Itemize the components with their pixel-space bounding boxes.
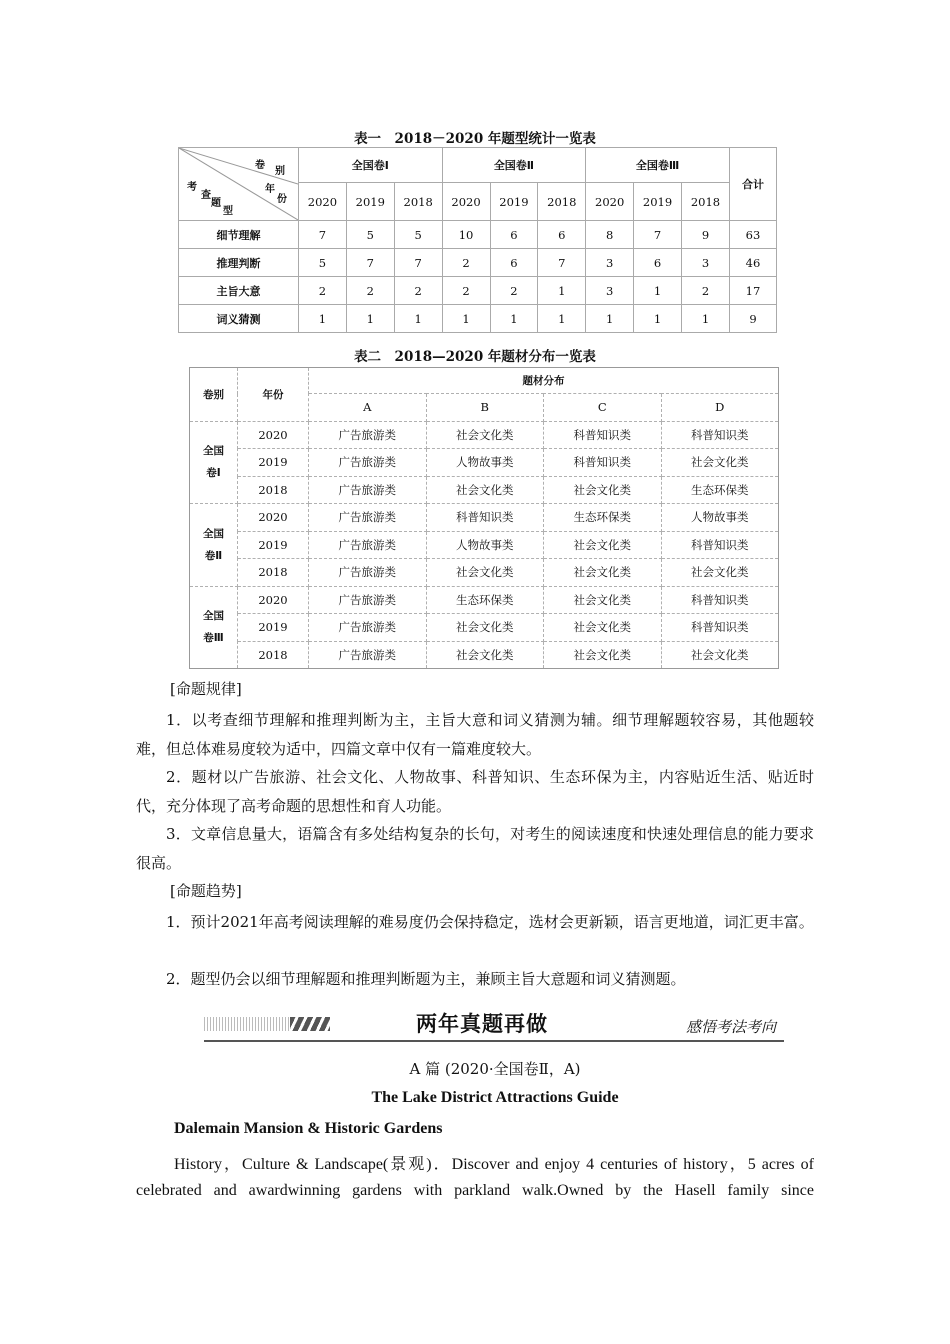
cell: 2 bbox=[394, 277, 442, 305]
cell: 科普知识类 bbox=[661, 421, 779, 449]
cell: 2 bbox=[490, 277, 538, 305]
cell: 1 bbox=[586, 305, 634, 333]
table-row bbox=[190, 476, 779, 504]
cell: 生态环保类 bbox=[661, 476, 779, 504]
trends-heading: [命题趋势] bbox=[170, 882, 242, 900]
cell: 人物故事类 bbox=[426, 449, 544, 477]
group-label bbox=[190, 421, 238, 504]
cell: 社会文化类 bbox=[544, 641, 662, 669]
total-cell: 63 bbox=[730, 221, 777, 249]
cell: 广告旅游类 bbox=[309, 476, 427, 504]
corner-header bbox=[179, 148, 299, 221]
cell: 广告旅游类 bbox=[309, 449, 427, 477]
cell: 社会文化类 bbox=[426, 641, 544, 669]
cell: 1 bbox=[634, 277, 682, 305]
corner-nian: 年 bbox=[265, 184, 275, 195]
group-label bbox=[190, 504, 238, 587]
group-2-header: 全国卷Ⅱ bbox=[442, 148, 586, 183]
year-header: 2018 bbox=[682, 183, 730, 221]
cell: 3 bbox=[586, 277, 634, 305]
cell: 广告旅游类 bbox=[309, 531, 427, 559]
corner-ti: 题 bbox=[211, 198, 221, 209]
year-cell: 2018 bbox=[238, 476, 309, 504]
cell: 6 bbox=[490, 249, 538, 277]
corner-juan: 卷 bbox=[255, 160, 265, 171]
year-header: 年份 bbox=[238, 368, 309, 422]
cell: 社会文化类 bbox=[544, 559, 662, 587]
year-cell: 2019 bbox=[238, 531, 309, 559]
cell: 5 bbox=[394, 221, 442, 249]
total-cell: 9 bbox=[730, 305, 777, 333]
row-label: 细节理解 bbox=[179, 221, 299, 249]
cell: 1 bbox=[490, 305, 538, 333]
cell: 科普知识类 bbox=[661, 531, 779, 559]
col-header: C bbox=[544, 394, 662, 422]
cell: 2 bbox=[299, 277, 347, 305]
cell: 7 bbox=[634, 221, 682, 249]
rule-item-1: 1．以考查细节理解和推理判断为主，主旨大意和词义猜测为辅。细节理解题较容易，其他题较难，但总体难易度较为适中，四篇文章中仅有一篇难度较大。 bbox=[136, 711, 814, 758]
cell: 7 bbox=[299, 221, 347, 249]
topic-distribution-table bbox=[189, 367, 779, 669]
row-label: 推理判断 bbox=[179, 249, 299, 277]
year-cell: 2020 bbox=[238, 421, 309, 449]
cell: 社会文化类 bbox=[661, 641, 779, 669]
cell: 3 bbox=[586, 249, 634, 277]
table-row bbox=[190, 559, 779, 587]
group-label-line1: 全国 bbox=[203, 527, 224, 540]
cell: 1 bbox=[299, 305, 347, 333]
juan-header: 卷别 bbox=[190, 368, 238, 422]
col-header: D bbox=[661, 394, 779, 422]
year-cell: 2019 bbox=[238, 449, 309, 477]
passage-title: The Lake District Attractions Guide bbox=[371, 1089, 619, 1106]
cell: 社会文化类 bbox=[426, 476, 544, 504]
passage-line-1: History，Culture & Landscape(景观)．Discover and enjoy 4 centuries of history，5 acres of bbox=[174, 1156, 814, 1173]
cell: 3 bbox=[682, 249, 730, 277]
banner-subtitle: 感悟考法考向 bbox=[685, 1018, 776, 1036]
year-header: 2019 bbox=[346, 183, 394, 221]
cell: 6 bbox=[490, 221, 538, 249]
rules-heading: [命题规律] bbox=[170, 680, 242, 698]
table1-caption: 表一 2018－2020 年题型统计一览表 bbox=[354, 131, 596, 147]
total-header: 合计 bbox=[730, 148, 777, 221]
cell: 1 bbox=[538, 277, 586, 305]
year-header: 2018 bbox=[394, 183, 442, 221]
group-label-line2: 卷Ⅱ bbox=[204, 549, 223, 562]
cell: 广告旅游类 bbox=[309, 504, 427, 532]
cell: 人物故事类 bbox=[426, 531, 544, 559]
cell: 广告旅游类 bbox=[309, 586, 427, 614]
cell: 5 bbox=[346, 221, 394, 249]
group-3-header: 全国卷Ⅲ bbox=[586, 148, 730, 183]
corner-bie: 别 bbox=[275, 166, 285, 177]
cell: 1 bbox=[346, 305, 394, 333]
col-header: A bbox=[309, 394, 427, 422]
group-label-line1: 全国 bbox=[203, 445, 224, 458]
year-header: 2020 bbox=[586, 183, 634, 221]
cell: 7 bbox=[346, 249, 394, 277]
cell: 社会文化类 bbox=[544, 476, 662, 504]
dist-header: 题材分布 bbox=[309, 368, 779, 394]
cell: 社会文化类 bbox=[544, 586, 662, 614]
table-row bbox=[190, 421, 779, 449]
table-row bbox=[190, 504, 779, 532]
year-header: 2019 bbox=[634, 183, 682, 221]
group-1-header: 全国卷Ⅰ bbox=[299, 148, 443, 183]
group-label bbox=[190, 586, 238, 669]
cell: 广告旅游类 bbox=[309, 641, 427, 669]
col-header: B bbox=[426, 394, 544, 422]
table2-caption: 表二 2018—2020 年题材分布一览表 bbox=[354, 349, 596, 365]
cell: 社会文化类 bbox=[426, 559, 544, 587]
cell: 科普知识类 bbox=[426, 504, 544, 532]
cell: 广告旅游类 bbox=[309, 559, 427, 587]
passage-label: A 篇 (2020·全国卷Ⅱ，A) bbox=[409, 1060, 581, 1078]
year-header: 2020 bbox=[442, 183, 490, 221]
cell: 社会文化类 bbox=[661, 449, 779, 477]
rule-item-2: 2．题材以广告旅游、社会文化、人物故事、科普知识、生态环保为主，内容贴近生活、贴近时代，充分体现了高考命题的思想性和育人功能。 bbox=[136, 768, 814, 815]
rule-item-3: 3．文章信息量大，语篇含有多处结构复杂的长句，对考生的阅读速度和快速处理信息的能力要求很高。 bbox=[136, 825, 814, 872]
group-label-line2: 卷Ⅰ bbox=[206, 467, 221, 480]
cell: 社会文化类 bbox=[544, 531, 662, 559]
cell: 7 bbox=[538, 249, 586, 277]
table-row bbox=[179, 277, 777, 305]
year-cell: 2019 bbox=[238, 614, 309, 642]
question-type-table bbox=[178, 147, 777, 333]
cell: 广告旅游类 bbox=[309, 421, 427, 449]
table-row bbox=[190, 531, 779, 559]
table-row bbox=[179, 221, 777, 249]
corner-xing: 型 bbox=[223, 206, 233, 217]
cell: 2 bbox=[442, 249, 490, 277]
table-row bbox=[179, 305, 777, 333]
table-row bbox=[190, 586, 779, 614]
year-cell: 2018 bbox=[238, 641, 309, 669]
year-header: 2018 bbox=[538, 183, 586, 221]
cell: 1 bbox=[394, 305, 442, 333]
banner-stripes bbox=[290, 1017, 330, 1031]
row-label: 主旨大意 bbox=[179, 277, 299, 305]
passage-line-2: celebrated and awardwinning gardens with parkland walk.Owned by the Hasell family since bbox=[136, 1182, 814, 1199]
cell: 生态环保类 bbox=[426, 586, 544, 614]
cell: 科普知识类 bbox=[661, 586, 779, 614]
group-label-line1: 全国 bbox=[203, 610, 224, 623]
cell: 7 bbox=[394, 249, 442, 277]
year-cell: 2018 bbox=[238, 559, 309, 587]
cell: 社会文化类 bbox=[544, 614, 662, 642]
table-row bbox=[190, 449, 779, 477]
year-header: 2020 bbox=[299, 183, 347, 221]
banner-title: 两年真题再做 bbox=[416, 1012, 548, 1036]
row-label: 词义猜测 bbox=[179, 305, 299, 333]
group-label-line2: 卷Ⅲ bbox=[203, 632, 224, 645]
cell: 6 bbox=[634, 249, 682, 277]
table-row bbox=[190, 614, 779, 642]
cell: 10 bbox=[442, 221, 490, 249]
trend-item-1: 1．预计2021年高考阅读理解的难易度仍会保持稳定，选材会更新颖，语言更地道，词汇更丰富。 bbox=[166, 913, 814, 931]
cell: 2 bbox=[346, 277, 394, 305]
cell: 1 bbox=[682, 305, 730, 333]
cell: 5 bbox=[299, 249, 347, 277]
cell: 社会文化类 bbox=[426, 421, 544, 449]
year-cell: 2020 bbox=[238, 504, 309, 532]
year-header: 2019 bbox=[490, 183, 538, 221]
cell: 科普知识类 bbox=[544, 449, 662, 477]
table-row bbox=[190, 641, 779, 669]
cell: 2 bbox=[442, 277, 490, 305]
cell: 广告旅游类 bbox=[309, 614, 427, 642]
corner-kao: 考 bbox=[187, 182, 197, 193]
corner-cha: 查 bbox=[201, 190, 211, 201]
section-banner bbox=[204, 1010, 784, 1042]
cell: 1 bbox=[634, 305, 682, 333]
cell: 1 bbox=[538, 305, 586, 333]
cell: 科普知识类 bbox=[661, 614, 779, 642]
cell: 社会文化类 bbox=[661, 559, 779, 587]
cell: 科普知识类 bbox=[544, 421, 662, 449]
total-cell: 17 bbox=[730, 277, 777, 305]
cell: 1 bbox=[442, 305, 490, 333]
table-row bbox=[179, 249, 777, 277]
cell: 人物故事类 bbox=[661, 504, 779, 532]
year-cell: 2020 bbox=[238, 586, 309, 614]
cell: 社会文化类 bbox=[426, 614, 544, 642]
cell: 2 bbox=[682, 277, 730, 305]
cell: 6 bbox=[538, 221, 586, 249]
cell: 8 bbox=[586, 221, 634, 249]
corner-fen: 份 bbox=[277, 194, 287, 205]
cell: 生态环保类 bbox=[544, 504, 662, 532]
trend-item-2: 2．题型仍会以细节理解题和推理判断题为主，兼顾主旨大意题和词义猜测题。 bbox=[166, 970, 686, 988]
total-cell: 46 bbox=[730, 249, 777, 277]
cell: 9 bbox=[682, 221, 730, 249]
passage-section: Dalemain Mansion & Historic Gardens bbox=[174, 1120, 443, 1137]
